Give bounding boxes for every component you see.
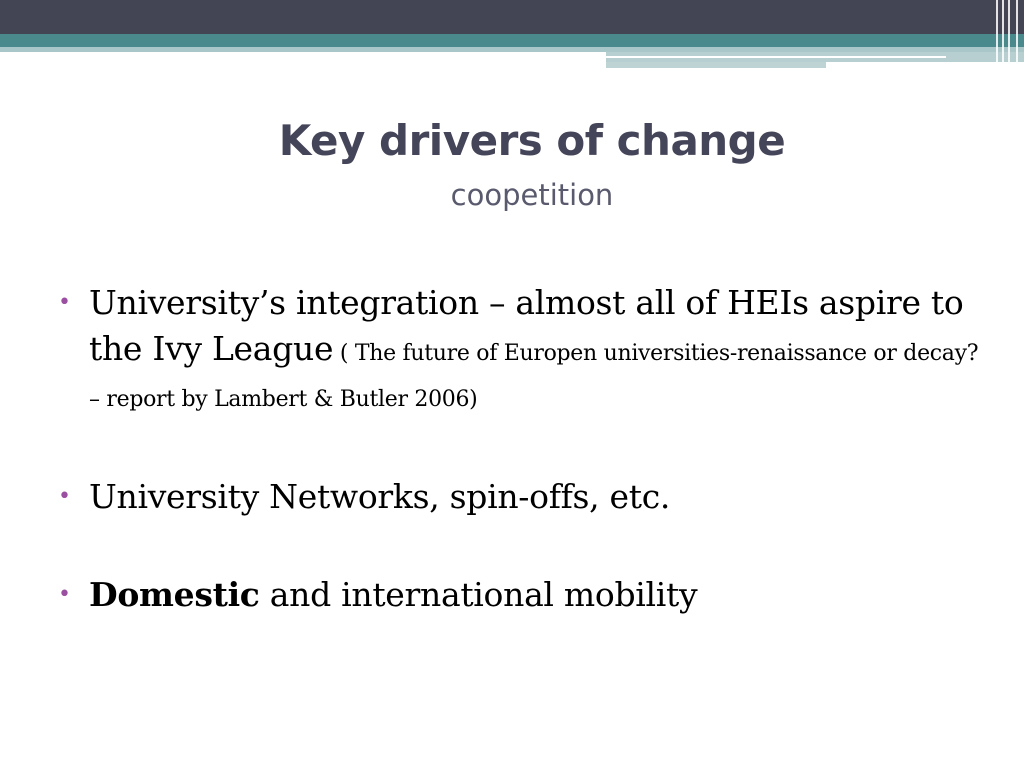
bullet-item [58, 474, 988, 520]
slide-title: Key drivers of change [278, 116, 786, 165]
bullet-list [58, 280, 988, 618]
bullet-item [58, 280, 988, 418]
bullet-item [58, 572, 988, 618]
bullet-text: University’s integration – almost all of HEIs aspire to the Ivy League [89, 283, 964, 368]
bullet-citation: ( The future of Europen universities-renaissance or decay? – report by Lambert & Butler 2006) [89, 341, 979, 412]
bullet-dot-icon: • [58, 484, 71, 509]
bullet-text: University Networks, spin-offs, etc. [89, 477, 671, 516]
bullet-text: and international mobility [259, 575, 698, 614]
header-teal-band [0, 34, 1024, 47]
header-dark-band [0, 0, 1024, 34]
header-divider-line [606, 56, 946, 58]
header-vertical-stripes [990, 0, 1024, 68]
slide-subtitle: coopetition [450, 178, 614, 212]
header-step-decoration-lower [606, 62, 826, 68]
bullet-dot-icon: • [58, 582, 71, 607]
bullet-bold-text: Domestic [89, 575, 260, 614]
bullet-dot-icon: • [58, 290, 71, 315]
